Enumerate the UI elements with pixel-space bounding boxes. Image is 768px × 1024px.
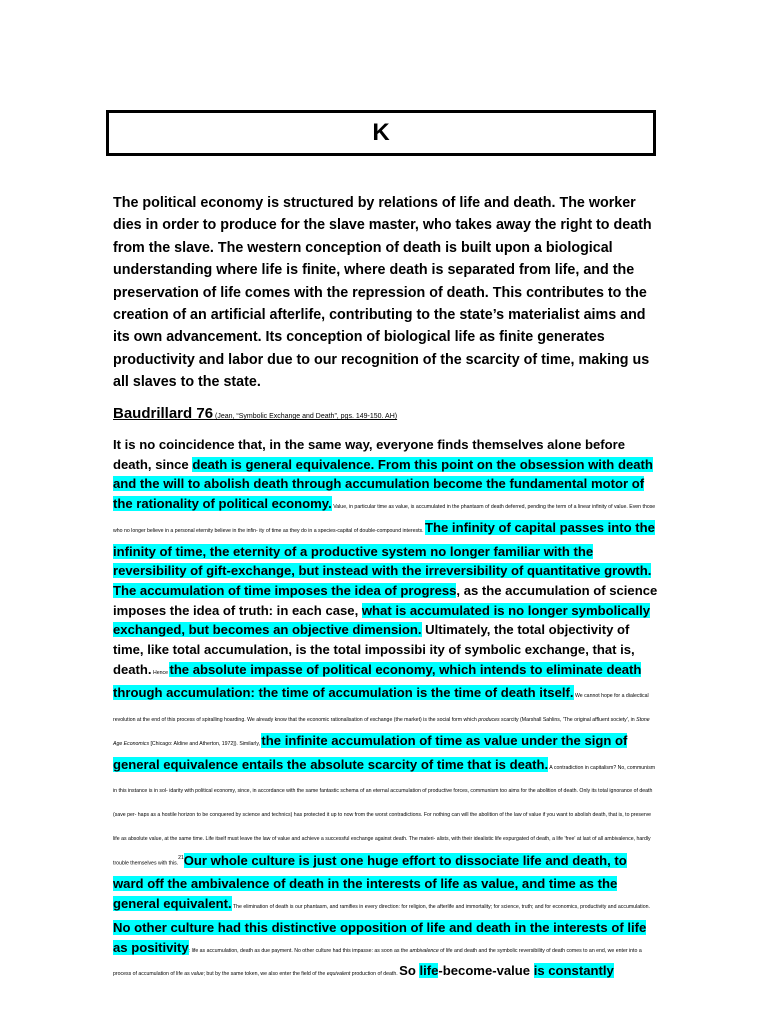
citation-info: (Jean, “Symbolic Exchange and Death”, pgs. 149-150. AH): [213, 413, 398, 420]
card-small-text: of life and death and the symbolic reversibility of death comes to an end, we enter into a process of accumulation of life as: [113, 947, 642, 978]
card-small-text: We cannot hope for a dialectical revolution at the end of this process of spiralling hoarding. We already know that the economic rationalisation of exchange (the market) is the social form which: [113, 693, 649, 724]
card-small-text: Value, in particular time as value, is accumulated in the phantasm of death deferred, pending the term of a linear infinity of value. Even those who no longer believe in a personal eternity believe in the infin- ity of time as they do in a species-capital of double-compound interests.: [113, 504, 656, 534]
citation-author: Baudrillard 76: [113, 405, 214, 422]
card-highlight: Our whole culture is just one huge effort to dissociate life and death, to ward off the ambivalence of death in the interests of life as value, and time as the general equivalent.: [113, 852, 627, 912]
card-small-text: [Chicago: Aldine and Atherton, 1972]). Similarly,: [149, 740, 262, 747]
citation: [113, 405, 658, 426]
card-small-text: A contradiction in capitalism? No, communism in this instance is in sol- idarity with political economy, since, in accordance with the same fantastic schema of an eternal accumulation of productive forces, communism too aims for the abolition of death. Only its total ignorance of death (save per- haps as a hostile horizon to be conquered by science and technics) has protected it up to now from the worst contradictions. For nothing can will the abolition of the law of value if you want to abolish death, that is, to preserve life as absolute value, at the same time. Life itself must leave the law of value and achieve a successful exchange against death. The materi- alists, with their idealistic life expurgated of death, a life 'free' at last of all ambivalence, hardly trouble themselves with this.: [113, 764, 656, 867]
card-small-text: production of death.: [350, 971, 400, 978]
card-highlight: death is general equivalence. From this point on the obsession with death and the will to abolish death through accumulation become the fundamental motor of the rationality of political economy.: [113, 456, 653, 512]
card-text: , as the accumulation of science imposes the idea of truth: in each case,: [113, 582, 658, 618]
card-highlight: life: [419, 963, 439, 979]
card-text: Ultimately, the total objectivity of time, like total accumulation, is the total impossibi ity of symbolic exchange, that is, death.: [113, 622, 635, 677]
card-highlight: the infinite accumulation of time as value under the sign of general equivalence entails the absolute scarcity of time that is death.: [113, 732, 628, 772]
card-highlight: is constantly: [533, 963, 614, 979]
evidence-card: [113, 435, 658, 985]
card-text: It is no coincidence that, in the same way, everyone finds themselves alone before death, since: [113, 437, 626, 472]
card-small-italic: produces: [478, 717, 500, 724]
card-small-text: scarcity (Marshall Sahlins, 'The original affluent society', in: [499, 717, 637, 724]
card-small-italic: equivalent: [326, 971, 351, 978]
card-text: So: [399, 963, 420, 979]
card-small-italic: Stone Age Economics: [113, 717, 650, 747]
card-small-text: Hence: [151, 669, 170, 676]
card-highlight: No other culture had this distinctive opposition of life and death in the interests of life as positivity: [113, 919, 647, 955]
card-small-text: The elimination of death is our phantasm, and ramifies in every direction: for religion, the afterlife and immortality; for science, truth; and for economics, productivity and accumulation.: [231, 904, 650, 911]
card-small-italic: value: [191, 971, 204, 978]
card-small-text: : life as accumulation, death as due payment. No other culture had this impasse: as soon as the: [188, 947, 410, 954]
card-text: -become-value: [438, 963, 534, 979]
footnote-marker: 21: [178, 855, 184, 862]
card-highlight: the absolute impasse of political economy, which intends to eliminate death through accumulation: the time of accumulation is the time of death itself.: [113, 661, 642, 701]
title-box: [106, 110, 656, 156]
tag-paragraph: The political economy is structured by relations of life and death. The worker dies in order to produce for the slave master, who takes away the right to death from the slave. The western conception of death is built upon a biological understanding where life is finite, where death is separated from life, and the preservation of life comes with the repression of death. This contributes to the creation of an artificial afterlife, contributing to the state’s materialist aims and its own advancement. Its conception of biological life as finite generates productivity and labor due to our recognition of the scarcity of time, making us all slaves to the state.: [113, 195, 652, 391]
card-highlight: what is accumulated is no longer symbolically exchanged, but becomes an objective dimension.: [113, 602, 651, 638]
card-highlight: The infinity of capital passes into the infinity of time, the eternity of a productive system no longer familiar with the reversibility of gift-exchange, but instead with the irreversibility of quantitative growth. The accumulation of time imposes the idea of progress: [113, 519, 655, 598]
page-title: K: [372, 119, 390, 146]
card-small-text: ; but by the same token, we also enter the field of the: [203, 971, 327, 978]
card-small-italic: ambivalence: [409, 947, 439, 954]
